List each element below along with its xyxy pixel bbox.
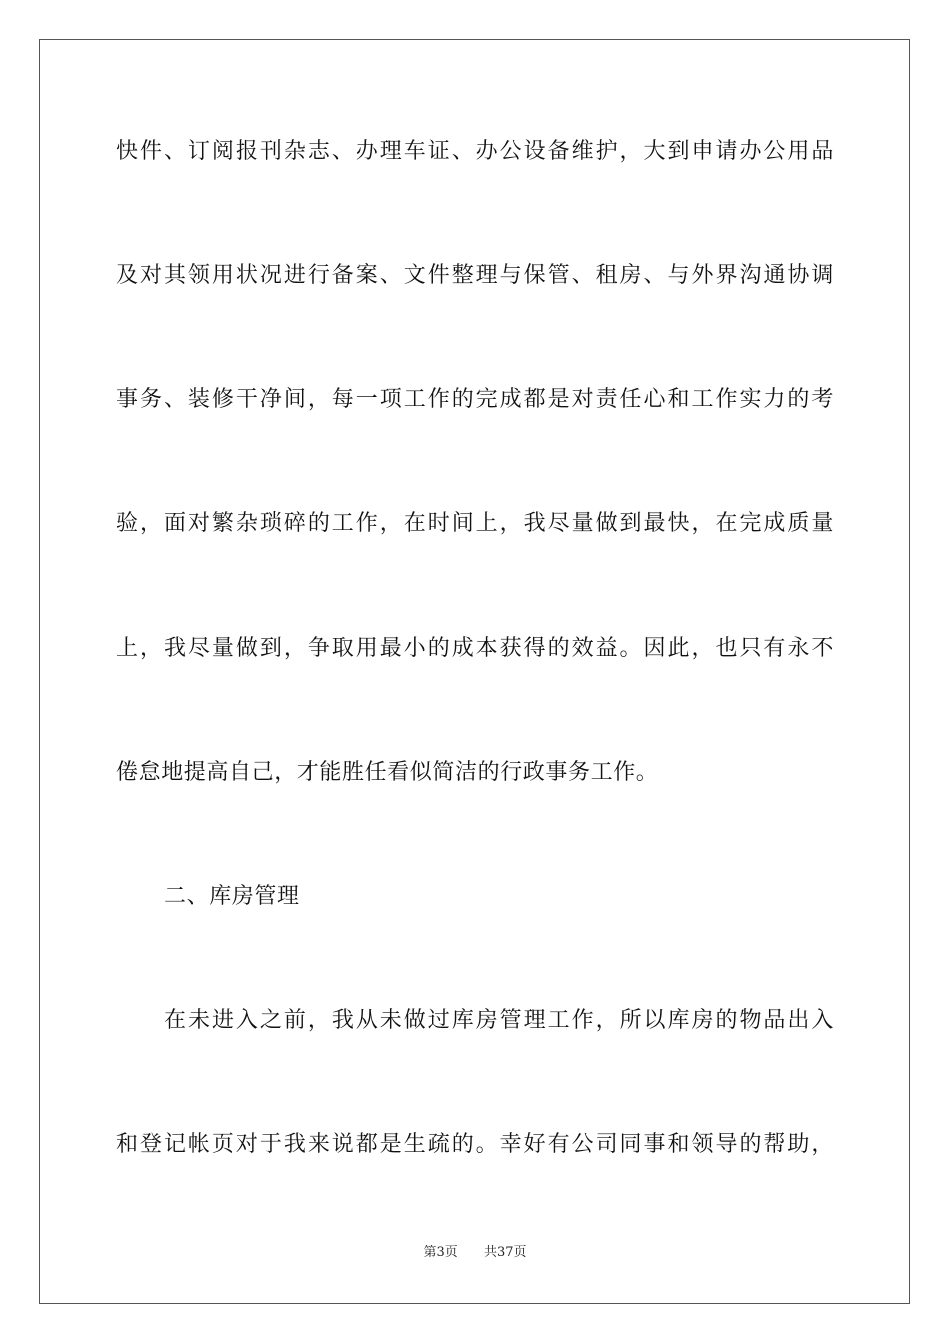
page-footer (0, 1244, 950, 1262)
body-line-5: 上，我尽量做到，争取用最小的成本获得的效益。因此，也只有永不 (116, 636, 834, 661)
body-line-2: 及对其领用状况进行备案、文件整理与保管、租房、与外界沟通协调 (116, 263, 834, 288)
body-line-1: 快件、订阅报刊杂志、办理车证、办公设备维护，大到申请办公用品 (116, 139, 834, 164)
page-number: 第3页 (423, 1245, 458, 1260)
page-total: 共37页 (484, 1245, 527, 1260)
paragraph-line-2: 和登记帐页对于我来说都是生疏的。幸好有公司同事和领导的帮助， (116, 1132, 834, 1157)
body-line-4: 验，面对繁杂琐碎的工作，在时间上，我尽量做到最快，在完成质量 (116, 511, 834, 536)
body-line-6: 倦怠地提高自己，才能胜任看似简洁的行政事务工作。 (116, 760, 659, 785)
body-line-3: 事务、装修干净间，每一项工作的完成都是对责任心和工作实力的考 (116, 387, 834, 412)
section-heading: 二、库房管理 (164, 884, 300, 909)
paragraph-line-1: 在未进入之前，我从未做过库房管理工作，所以库房的物品出入 (164, 1008, 834, 1033)
page-border (39, 39, 910, 1304)
